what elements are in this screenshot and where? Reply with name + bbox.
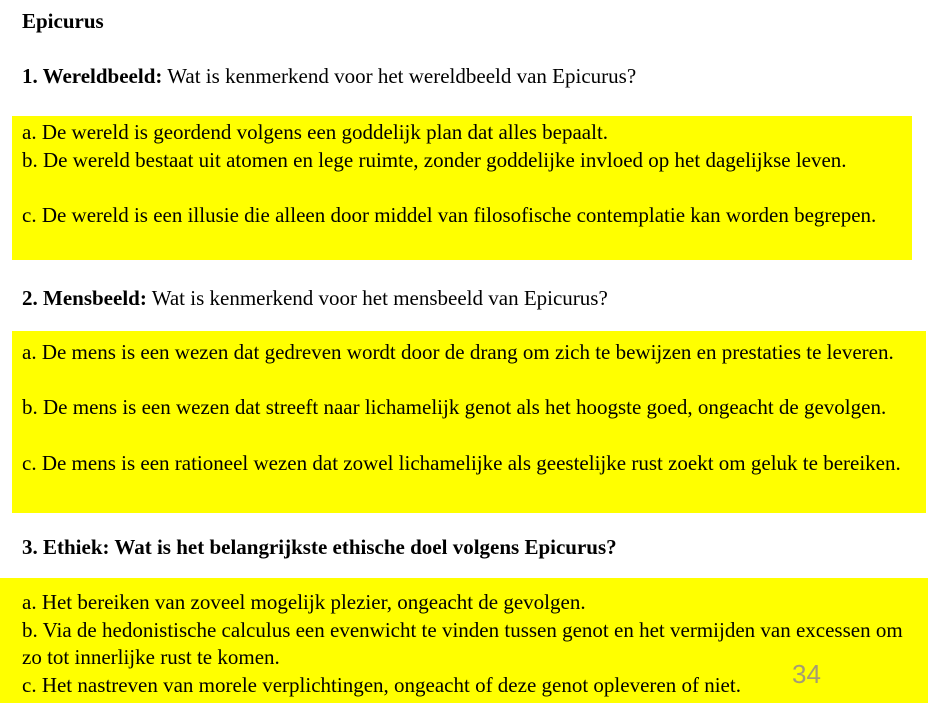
page-number: 34	[792, 659, 821, 689]
question-2	[22, 286, 608, 311]
question-2-text: Wat is kenmerkend voor het mensbeeld van Epicurus?	[146, 286, 608, 310]
option-3b: b. Via de hedonistische calculus een evenwicht te vinden tussen genot en het vermijden van excessen om zo tot innerlijke rust te komen.	[22, 617, 903, 670]
option-2b: b. De mens is een wezen dat streeft naar lichamelijk genot als het hoogste goed, ongeacht de gevolgen.	[22, 395, 887, 420]
answer-block-2	[12, 331, 926, 513]
option-3c: c. Het nastreven van morele verplichtingen, ongeacht of deze genot opleveren of niet.	[22, 673, 741, 697]
question-1	[22, 64, 636, 89]
option-2c: c. De mens is een rationeel wezen dat zowel lichamelijke als geestelijke rust zoekt om geluk te bereiken.	[22, 450, 901, 475]
page-title: Epicurus	[22, 9, 104, 33]
option-1c: c. De wereld is een illusie die alleen door middel van filosofische contemplatie kan worden begrepen.	[22, 203, 877, 227]
question-3	[22, 535, 617, 560]
option-1b: b. De wereld bestaat uit atomen en lege ruimte, zonder goddelijke invloed op het dagelijkse leven.	[22, 147, 847, 172]
answer-block-1	[12, 116, 912, 260]
question-2-label: 2. Mensbeeld:	[22, 286, 147, 310]
question-3-text: Wat is het belangrijkste ethische doel volgens Epicurus?	[109, 535, 617, 559]
question-1-text: Wat is kenmerkend voor het wereldbeeld van Epicurus?	[162, 64, 637, 88]
option-3a: a. Het bereiken van zoveel mogelijk plezier, ongeacht de gevolgen.	[22, 590, 586, 614]
option-2a: a. De mens is een wezen dat gedreven wordt door de drang om zich te bewijzen en prestaties te leveren.	[22, 340, 894, 364]
question-3-label: 3. Ethiek:	[22, 535, 110, 559]
question-1-label: 1. Wereldbeeld:	[22, 64, 163, 88]
option-1a: a. De wereld is geordend volgens een goddelijk plan dat alles bepaalt.	[22, 120, 609, 144]
answer-block-3	[0, 578, 928, 703]
